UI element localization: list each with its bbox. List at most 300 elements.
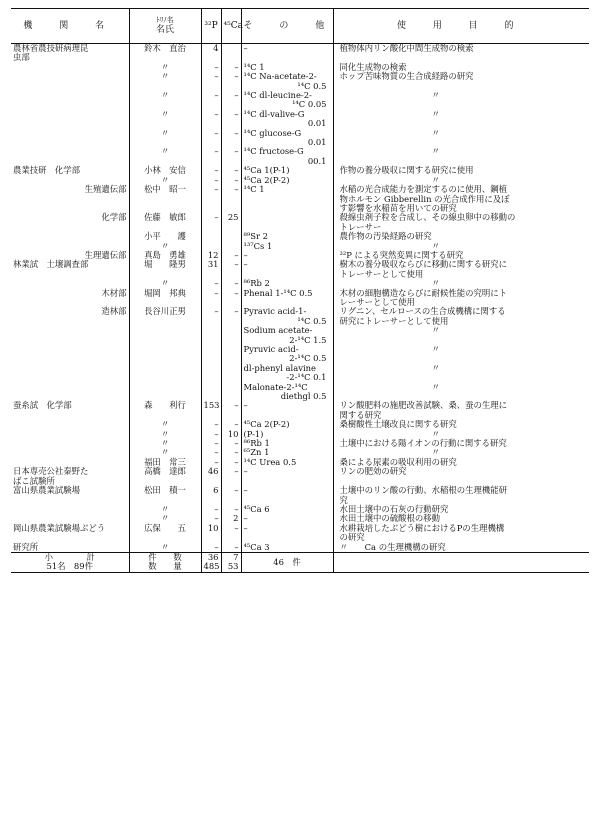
purpose-line: 土壌中における陽イオンの行動に関する研究 bbox=[339, 438, 507, 449]
table-header bbox=[11, 9, 589, 44]
table-row bbox=[11, 364, 589, 383]
cell-purpose bbox=[333, 166, 589, 175]
cell-purpose bbox=[333, 44, 589, 54]
purpose-line: 研究にトレーサーとして使用 bbox=[339, 315, 449, 326]
cell-p32: – bbox=[201, 514, 221, 523]
cell-agency: 研究所 bbox=[13, 541, 39, 552]
header-p32: ³²P bbox=[201, 9, 221, 44]
other-line: – bbox=[243, 400, 248, 411]
cell-name: 〃 bbox=[129, 420, 201, 429]
cell-other bbox=[241, 486, 333, 505]
cell-other bbox=[241, 543, 333, 553]
purpose-line: 〃 bbox=[431, 108, 440, 119]
cell-agency: 林業試 土壌調査部 bbox=[13, 259, 89, 270]
cell-purpose bbox=[333, 524, 589, 543]
cell-other bbox=[241, 458, 333, 467]
other-line: ⁸⁶Rb 1 bbox=[243, 438, 270, 449]
cell-ca45: – bbox=[221, 176, 241, 185]
other-line: ¹⁴C 0.05 bbox=[292, 99, 327, 110]
cell-ca45: – bbox=[221, 185, 241, 213]
table-row bbox=[11, 505, 589, 514]
table-row bbox=[11, 166, 589, 175]
cell-agency bbox=[11, 232, 129, 241]
cell-p32: – bbox=[201, 185, 221, 213]
subtotal-count-key: 件 数 bbox=[148, 551, 182, 562]
purpose-line: 究 bbox=[339, 494, 348, 505]
cell-ca45: – bbox=[221, 260, 241, 279]
table-row bbox=[11, 543, 589, 553]
other-line: Phenal 1-¹⁴C 0.5 bbox=[243, 287, 313, 298]
other-line: Sodium acetate- bbox=[243, 325, 313, 336]
cell-p32: – bbox=[201, 505, 221, 514]
header-purpose: 使 用 目 的 bbox=[333, 9, 589, 44]
table-row bbox=[11, 383, 589, 402]
cell-name: 鈴木 直治 bbox=[129, 44, 201, 54]
cell-purpose bbox=[333, 543, 589, 553]
purpose-line: 水田土壌中の硫酸根の移動 bbox=[339, 513, 440, 524]
purpose-line: 農作物の汚染経路の研究 bbox=[339, 231, 432, 242]
cell-other bbox=[241, 147, 333, 166]
cell-agency bbox=[11, 147, 129, 166]
other-line: ¹⁴C 1 bbox=[243, 184, 265, 195]
cell-other bbox=[241, 383, 333, 402]
purpose-line: 物ホルモン Gibberellin の光合成作用に及ぼ bbox=[339, 193, 510, 204]
purpose-line: 〃 bbox=[431, 428, 440, 439]
cell-name: 〃 bbox=[129, 242, 201, 251]
purpose-line: 〃 bbox=[431, 90, 440, 101]
cell-name: 〃 bbox=[129, 176, 201, 185]
cell-agency bbox=[11, 383, 129, 402]
table-row bbox=[11, 110, 589, 129]
cell-purpose bbox=[333, 383, 589, 402]
table-row bbox=[11, 439, 589, 448]
subtotal-row bbox=[11, 552, 589, 572]
purpose-line: トレーサーとして使用 bbox=[339, 268, 424, 279]
cell-name: 真島 勇雄 bbox=[129, 251, 201, 260]
cell-name: 長谷川正男 bbox=[129, 307, 201, 326]
subtotal-p32 bbox=[201, 552, 221, 572]
table-row bbox=[11, 232, 589, 241]
cell-p32 bbox=[201, 326, 221, 345]
cell-p32 bbox=[201, 364, 221, 383]
table-row bbox=[11, 486, 589, 505]
other-line: (P-1) bbox=[243, 428, 264, 439]
cell-p32: – bbox=[201, 307, 221, 326]
cell-ca45: – bbox=[221, 467, 241, 476]
table-row bbox=[11, 467, 589, 476]
cell-name: 〃 bbox=[129, 147, 201, 166]
cell-name: 〃 bbox=[129, 91, 201, 110]
subtotal-label bbox=[11, 552, 129, 572]
cell-p32: 6 bbox=[201, 486, 221, 505]
cell-agency bbox=[11, 326, 129, 345]
cell-p32: – bbox=[201, 213, 221, 232]
purpose-line: リグニン、セルロースの生合成機構に関する bbox=[339, 306, 506, 317]
subtotal-purpose-blank bbox=[333, 552, 589, 572]
purpose-line: 水田土壌中の石灰の行動研究 bbox=[339, 503, 449, 514]
cell-name: 〃 bbox=[129, 72, 201, 91]
purpose-line: 〃 bbox=[431, 344, 440, 354]
purpose-line: 〃 bbox=[431, 240, 440, 251]
cell-name bbox=[129, 383, 201, 402]
cell-name: 〃 bbox=[129, 129, 201, 148]
purpose-line: 〃 bbox=[431, 447, 440, 458]
cell-ca45: – bbox=[221, 251, 241, 260]
purpose-line: 〃 Ca の生理機構の研究 bbox=[339, 541, 446, 552]
cell-name: 〃 bbox=[129, 279, 201, 288]
cell-agency bbox=[11, 345, 129, 364]
cell-p32: 12 bbox=[201, 251, 221, 260]
cell-purpose bbox=[333, 110, 589, 129]
table-row bbox=[11, 260, 589, 279]
header-name bbox=[129, 9, 201, 44]
cell-ca45: – bbox=[221, 166, 241, 175]
purpose-line: 関する研究 bbox=[339, 409, 382, 420]
subtotal-people: 51名 89件 bbox=[46, 561, 93, 572]
purpose-line: ³²P による突然変異に関する研究 bbox=[339, 249, 464, 260]
cell-p32: – bbox=[201, 439, 221, 448]
table-row bbox=[11, 213, 589, 232]
cell-ca45: – bbox=[221, 279, 241, 288]
cell-name: 〃 bbox=[129, 514, 201, 523]
table-row bbox=[11, 458, 589, 467]
cell-purpose bbox=[333, 213, 589, 232]
other-line: ¹⁴C fructose-G bbox=[243, 146, 304, 157]
purpose-line: 〃 bbox=[431, 127, 440, 138]
cell-agency bbox=[11, 72, 129, 91]
other-line: 0.01 bbox=[307, 118, 327, 129]
cell-agency: 造林部 bbox=[101, 306, 127, 317]
cell-purpose bbox=[333, 364, 589, 383]
cell-other bbox=[241, 307, 333, 326]
cell-name: 堀 隆男 bbox=[129, 260, 201, 279]
cell-ca45: – bbox=[221, 505, 241, 514]
cell-name: 〃 bbox=[129, 430, 201, 439]
cell-other bbox=[241, 129, 333, 148]
other-line: Pyravic acid-1- bbox=[243, 306, 307, 317]
cell-purpose bbox=[333, 401, 589, 420]
cell-ca45: – bbox=[221, 448, 241, 457]
cell-other bbox=[241, 364, 333, 383]
cell-purpose bbox=[333, 467, 589, 476]
cell-agency: 生理遺伝部 bbox=[84, 249, 127, 260]
table-row bbox=[11, 524, 589, 543]
cell-agency bbox=[11, 439, 129, 448]
cell-agency bbox=[11, 448, 129, 457]
cell-p32: – bbox=[201, 129, 221, 148]
purpose-line: ホップ苦味物質の生合成経路の研究 bbox=[339, 71, 474, 82]
cell-p32: 153 bbox=[201, 401, 221, 420]
cell-agency bbox=[11, 420, 129, 429]
table-row bbox=[11, 401, 589, 420]
subtotal-keys bbox=[129, 552, 201, 572]
cell-p32 bbox=[201, 345, 221, 364]
other-line: – bbox=[243, 466, 248, 477]
cell-agency bbox=[11, 430, 129, 439]
cell-name: 小林 安信 bbox=[129, 166, 201, 175]
cell-ca45: – bbox=[221, 110, 241, 129]
other-line: 0.01 bbox=[307, 137, 327, 148]
subtotal-ca45-count: 7 bbox=[233, 551, 239, 562]
header-name-ruby: ﾄﾘﾉ名 bbox=[156, 16, 174, 25]
cell-other bbox=[241, 251, 333, 260]
cell-agency: 農業技研 化学部 bbox=[13, 165, 80, 176]
other-line: – bbox=[243, 249, 248, 260]
subtotal-other: 46 件 bbox=[241, 552, 333, 572]
other-line: – bbox=[243, 43, 248, 53]
cell-p32: 31 bbox=[201, 260, 221, 279]
table-row bbox=[11, 53, 589, 62]
other-line: ¹⁴C 0.5 bbox=[297, 80, 327, 91]
cell-other bbox=[241, 185, 333, 213]
cell-ca45 bbox=[221, 345, 241, 364]
table-row bbox=[11, 448, 589, 457]
other-line: ¹⁴C 0.5 bbox=[297, 315, 327, 326]
header-agency: 機 関 名 bbox=[11, 9, 129, 44]
purpose-line: 〃 bbox=[431, 174, 440, 185]
cell-name bbox=[129, 326, 201, 345]
purpose-line: 〃 bbox=[431, 381, 440, 392]
table-body bbox=[11, 44, 589, 553]
table-row bbox=[11, 44, 589, 54]
table-row bbox=[11, 345, 589, 364]
table-row bbox=[11, 307, 589, 326]
purpose-line: 桑樹酸性土壌改良に関する研究 bbox=[339, 419, 457, 430]
cell-name: 小平 護 bbox=[129, 232, 201, 241]
cell-agency: 日本専売公社秦野た bbox=[13, 466, 89, 477]
purpose-line: 植物体内リン酸化中間生成物の検索 bbox=[339, 43, 474, 53]
cell-ca45: – bbox=[221, 486, 241, 505]
cell-agency bbox=[11, 364, 129, 383]
purpose-line: 〃 bbox=[431, 146, 440, 157]
cell-name: 〃 bbox=[129, 110, 201, 129]
cell-name: 福田 常三 bbox=[129, 458, 201, 467]
cell-name bbox=[129, 345, 201, 364]
cell-name: 〃 bbox=[129, 439, 201, 448]
cell-p32: – bbox=[201, 166, 221, 175]
other-line: 2-¹⁴C 1.5 bbox=[289, 334, 327, 345]
other-line: ¹⁴C 1 bbox=[243, 61, 265, 72]
cell-purpose bbox=[333, 91, 589, 110]
cell-name: 〃 bbox=[129, 448, 201, 457]
other-line: 00.1 bbox=[307, 155, 327, 166]
purpose-line: 水稲の光合成能力を測定するのに使用、鋼植 bbox=[339, 184, 507, 195]
purpose-line: レーサーとして使用 bbox=[339, 296, 415, 307]
cell-other bbox=[241, 242, 333, 251]
cell-ca45: 2 bbox=[221, 514, 241, 523]
other-line: ⁴⁵Ca 2(P-2) bbox=[243, 174, 290, 185]
cell-agency bbox=[11, 129, 129, 148]
other-line: ¹³⁷Cs 1 bbox=[243, 240, 273, 251]
subtotal-p32-count: 36 bbox=[207, 551, 219, 562]
cell-agency: 農林省農技研病理昆 bbox=[13, 43, 89, 53]
cell-ca45: – bbox=[221, 129, 241, 148]
cell-agency bbox=[11, 505, 129, 514]
cell-name: 広保 五 bbox=[129, 524, 201, 543]
other-line: ⁸⁹Sr 2 bbox=[243, 231, 268, 242]
other-line: – bbox=[243, 259, 248, 270]
cell-other bbox=[241, 72, 333, 91]
purpose-line: 同化生成物の検索 bbox=[339, 61, 407, 72]
purpose-line: 桑による尿素の吸収利用の研究 bbox=[339, 456, 457, 467]
cell-name: 〃 bbox=[129, 63, 201, 72]
header-ca45: ⁴⁵Ca bbox=[221, 9, 241, 44]
cell-purpose bbox=[333, 232, 589, 241]
cell-ca45 bbox=[221, 383, 241, 402]
other-line: 2-¹⁴C 0.5 bbox=[289, 353, 327, 364]
cell-ca45 bbox=[221, 44, 241, 54]
cell-ca45 bbox=[221, 364, 241, 383]
cell-name: 松中 昭一 bbox=[129, 185, 201, 213]
cell-agency: 化学部 bbox=[101, 212, 127, 223]
cell-p32: – bbox=[201, 176, 221, 185]
other-line: ⁴⁵Ca 6 bbox=[243, 503, 270, 514]
cell-name: 森 利行 bbox=[129, 401, 201, 420]
cell-name bbox=[129, 364, 201, 383]
cell-purpose bbox=[333, 439, 589, 448]
cell-p32: – bbox=[201, 110, 221, 129]
cell-agency bbox=[11, 91, 129, 110]
cell-ca45: – bbox=[221, 524, 241, 543]
cell-p32 bbox=[201, 232, 221, 241]
cell-ca45: – bbox=[221, 458, 241, 467]
purpose-line: の研究 bbox=[339, 532, 365, 543]
cell-other bbox=[241, 91, 333, 110]
cell-purpose bbox=[333, 129, 589, 148]
cell-other bbox=[241, 345, 333, 364]
cell-ca45: – bbox=[221, 543, 241, 553]
header-other: そ の 他 bbox=[241, 9, 333, 44]
cell-ca45: 10 bbox=[221, 430, 241, 439]
other-line: ⁴⁵Ca 3 bbox=[243, 541, 270, 552]
cell-p32: – bbox=[201, 458, 221, 467]
purpose-line: 木材の細胞構造ならびに耐候性能の究明にト bbox=[339, 287, 507, 298]
purpose-line: 殺線虫剤子粒を合成し、その線虫卵中の移動の bbox=[339, 212, 516, 223]
purpose-line: 作物の養分吸収に関する研究に使用 bbox=[339, 165, 474, 176]
cell-ca45: – bbox=[221, 63, 241, 72]
cell-ca45 bbox=[221, 232, 241, 241]
cell-p32: – bbox=[201, 420, 221, 429]
cell-purpose bbox=[333, 345, 589, 364]
other-line: ⁴⁵Ca 2(P-2) bbox=[243, 419, 290, 430]
other-line: ¹⁴C glucose-G bbox=[243, 127, 302, 138]
other-line: Malonate-2-¹⁴C bbox=[243, 381, 308, 392]
cell-purpose bbox=[333, 260, 589, 279]
cell-purpose bbox=[333, 486, 589, 505]
purpose-line: 〃 bbox=[431, 362, 440, 373]
cell-ca45: – bbox=[221, 147, 241, 166]
purpose-line: トレーサー bbox=[339, 221, 382, 232]
cell-ca45: – bbox=[221, 307, 241, 326]
cell-agency bbox=[11, 110, 129, 129]
cell-ca45: – bbox=[221, 420, 241, 429]
cell-p32: – bbox=[201, 63, 221, 72]
table-row bbox=[11, 326, 589, 345]
table-row bbox=[11, 91, 589, 110]
table-row bbox=[11, 129, 589, 148]
cell-p32: 10 bbox=[201, 524, 221, 543]
cell-p32: – bbox=[201, 279, 221, 288]
cell-p32: – bbox=[201, 72, 221, 91]
cell-purpose bbox=[333, 72, 589, 91]
cell-agency bbox=[11, 63, 129, 72]
cell-p32: – bbox=[201, 543, 221, 553]
cell-ca45: – bbox=[221, 401, 241, 420]
purpose-line: 土壌中のリン酸の行動、水稲根の生理機能研 bbox=[339, 485, 507, 496]
cell-agency: 虫部 bbox=[13, 52, 30, 63]
other-line: ¹⁴C Urea 0.5 bbox=[243, 456, 297, 467]
cell-ca45 bbox=[221, 326, 241, 345]
cell-other bbox=[241, 505, 333, 514]
cell-other bbox=[241, 110, 333, 129]
cell-agency: ばこ試験所 bbox=[13, 475, 55, 486]
cell-p32: – bbox=[201, 147, 221, 166]
other-line: dl-phenyl alavine bbox=[243, 362, 316, 373]
table-row bbox=[11, 147, 589, 166]
other-line: ⁶⁵Zn 1 bbox=[243, 447, 270, 458]
other-line: diethgl 0.5 bbox=[280, 391, 327, 402]
cell-p32: – bbox=[201, 91, 221, 110]
cell-agency: 蚕糸試 化学部 bbox=[13, 400, 72, 411]
purpose-line: す影響を水稲苗を用いての研究 bbox=[339, 202, 457, 213]
other-line: ¹⁴C dl-valive-G bbox=[243, 108, 305, 119]
cell-p32: 46 bbox=[201, 467, 221, 476]
purpose-line: リンの肥効の研究 bbox=[339, 466, 407, 477]
purpose-line: 樹木の養分吸収ならびに移動に関する研究に bbox=[339, 259, 507, 270]
cell-purpose bbox=[333, 326, 589, 345]
cell-purpose bbox=[333, 147, 589, 166]
cell-p32: – bbox=[201, 430, 221, 439]
cell-agency: 木材部 bbox=[101, 287, 127, 298]
other-line: -2-¹⁴C 0.1 bbox=[286, 372, 327, 383]
purpose-line: 〃 bbox=[431, 278, 440, 289]
cell-agency: 生殖遺伝部 bbox=[84, 184, 127, 195]
cell-name: 堀岡 邦典 bbox=[129, 289, 201, 308]
subtotal-title: 小 計 bbox=[44, 551, 95, 562]
other-line: – bbox=[243, 513, 248, 524]
cell-name: 高橋 達郎 bbox=[129, 467, 201, 476]
other-line: – bbox=[243, 522, 248, 533]
header-name-label: 名氏 bbox=[155, 24, 174, 35]
cell-p32: – bbox=[201, 448, 221, 457]
cell-other bbox=[241, 213, 333, 232]
cell-other bbox=[241, 401, 333, 420]
cell-name: 〃 bbox=[129, 505, 201, 514]
cell-p32 bbox=[201, 383, 221, 402]
cell-name: 松田 積一 bbox=[129, 486, 201, 505]
cell-name: 佐藤 敏郎 bbox=[129, 213, 201, 232]
subtotal-ca45 bbox=[221, 552, 241, 572]
cell-other bbox=[241, 260, 333, 279]
cell-other bbox=[241, 326, 333, 345]
cell-ca45: 25 bbox=[221, 213, 241, 232]
cell-other bbox=[241, 289, 333, 308]
cell-purpose bbox=[333, 420, 589, 429]
cell-purpose bbox=[333, 307, 589, 326]
cell-other bbox=[241, 524, 333, 543]
subtotal-p32-qty: 485 bbox=[203, 561, 220, 572]
purpose-line: リン酸肥料の施肥改善試験、桑、蚕の生理に bbox=[339, 400, 507, 411]
other-line: ⁴⁵Ca 1(P-1) bbox=[243, 165, 290, 176]
table-row bbox=[11, 72, 589, 91]
cell-other bbox=[241, 514, 333, 523]
cell-purpose bbox=[333, 289, 589, 308]
table-row bbox=[11, 420, 589, 429]
cell-ca45: – bbox=[221, 439, 241, 448]
cell-other bbox=[241, 467, 333, 476]
table-row bbox=[11, 289, 589, 308]
cell-ca45: – bbox=[221, 72, 241, 91]
